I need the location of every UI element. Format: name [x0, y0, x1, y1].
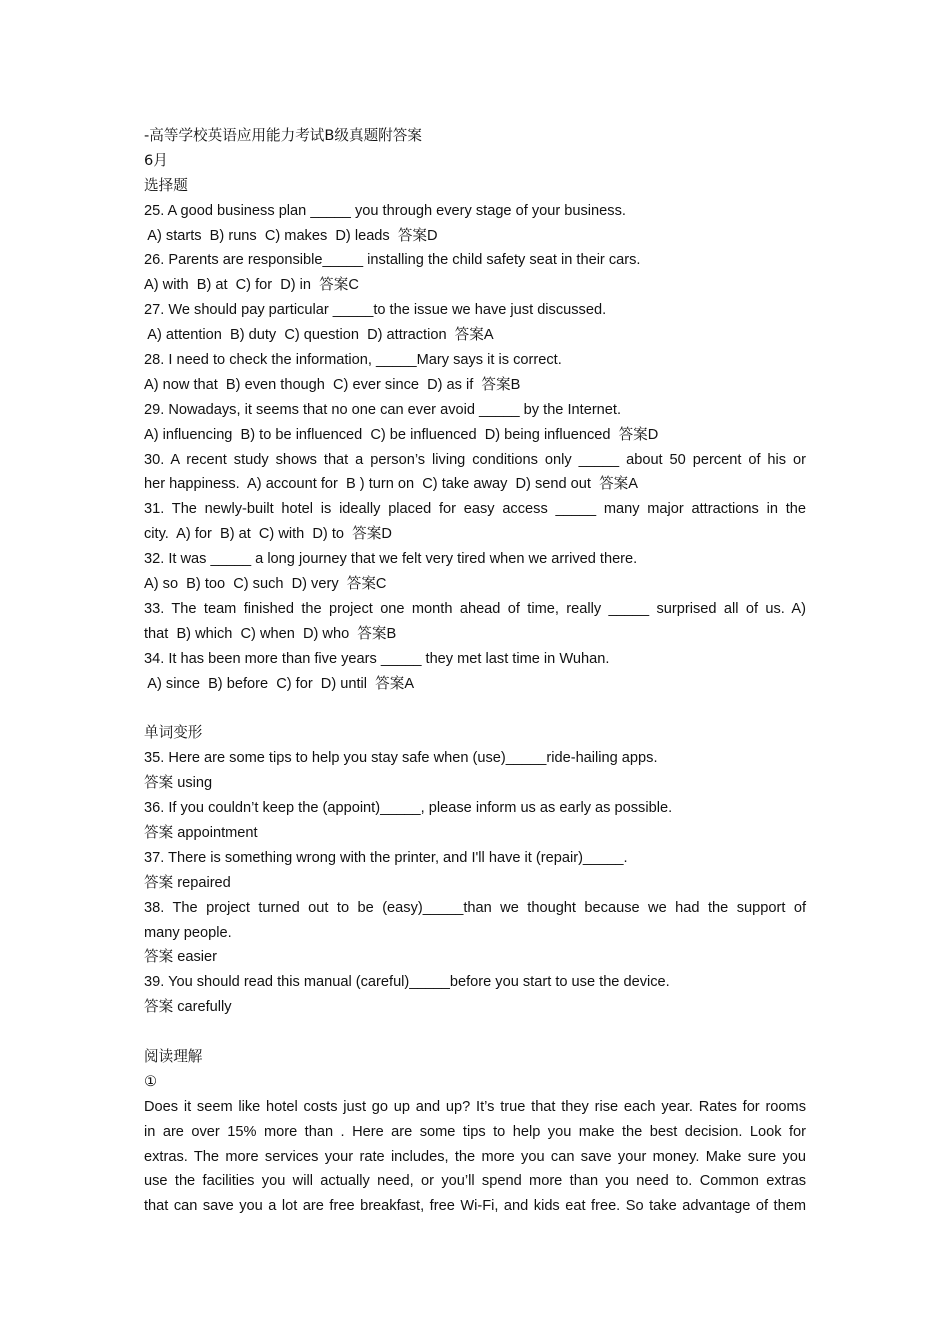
question-38: 38. The project turned out to be (easy)_____than we thought because we had the support of — [144, 899, 806, 916]
question-25: 25. A good business plan _____ you through every stage of your business. — [144, 202, 626, 219]
question-33: 33. The team finished the project one month ahead of time, really _____ surprised all of us. A) — [144, 600, 806, 617]
passage-number: ① — [144, 1072, 158, 1090]
question-26: 26. Parents are responsible_____ installing the child safety seat in their cars. — [144, 252, 641, 269]
question-32: 32. It was _____ a long journey that we felt very tired when we arrived there. — [144, 551, 638, 568]
document-page — [144, 124, 806, 1219]
question-31: 31. The newly-built hotel is ideally placed for easy access _____ many major attractions in the — [144, 501, 806, 518]
question-37: 37. There is something wrong with the printer, and I'll have it (repair)_____. — [144, 849, 628, 866]
options-31: city. A) for B) at C) with D) to 答案D — [144, 526, 392, 543]
options-28: A) now that B) even though C) ever since D) as if 答案B — [144, 376, 521, 393]
choice-section-heading: 选择题 — [144, 176, 188, 194]
answer-35: 答案 using — [144, 775, 213, 792]
options-26: A) with B) at C) for D) in 答案C — [144, 277, 359, 294]
question-35: 35. Here are some tips to help you stay safe when (use)_____ride-hailing apps. — [144, 750, 658, 767]
question-29: 29. Nowadays, it seems that no one can ever avoid _____ by the Internet. — [144, 401, 622, 418]
question-27: 27. We should pay particular _____to the issue we have just discussed. — [144, 302, 607, 319]
answer-39: 答案 carefully — [144, 999, 232, 1016]
options-30: her happiness. A) account for B ) turn on C) take away D) send out 答案A — [144, 476, 638, 493]
document-title: -高等学校英语应用能力考试B级真题附答案 — [144, 127, 422, 144]
question-39: 39. You should read this manual (careful)_____before you start to use the device. — [144, 974, 670, 991]
passage-line: that can save you a lot are free breakfast, free Wi-Fi, and kids eat free. So take advantage of them — [144, 1198, 806, 1215]
passage-line: in are over 15% more than . Here are some tips to help you make the best decision. Look for — [144, 1123, 806, 1140]
options-25: A) starts B) runs C) makes D) leads 答案D — [144, 227, 438, 244]
answer-37: 答案 repaired — [144, 874, 231, 891]
options-32: A) so B) too C) such D) very 答案C — [144, 576, 387, 593]
reading-section-heading: 阅读理解 — [144, 1047, 203, 1065]
options-34: A) since B) before C) for D) until 答案A — [144, 675, 415, 692]
section-gap — [144, 1020, 806, 1045]
answer-36: 答案 appointment — [144, 824, 258, 841]
exam-month: 6月 — [144, 151, 168, 169]
passage-line: use the facilities you will actually need, or you’ll spend more than you need to. Common extras — [144, 1173, 806, 1190]
options-27: A) attention B) duty C) question D) attraction 答案A — [144, 327, 494, 344]
question-28: 28. I need to check the information, _____Mary says it is correct. — [144, 352, 562, 369]
passage-line: extras. The more services your rate includes, the more you can save your money. Make sure you — [144, 1148, 806, 1165]
section-gap — [144, 696, 806, 721]
question-38-continued: many people. — [144, 924, 232, 941]
passage-line: Does it seem like hotel costs just go up and up? It’s true that they rise each year. Rates for rooms — [144, 1098, 806, 1115]
answer-38: 答案 easier — [144, 949, 217, 966]
options-33: that B) which C) when D) who 答案B — [144, 625, 397, 642]
options-29: A) influencing B) to be influenced C) be influenced D) being influenced 答案D — [144, 426, 659, 443]
question-34: 34. It has been more than five years _____ they met last time in Wuhan. — [144, 650, 610, 667]
question-30: 30. A recent study shows that a person’s living conditions only _____ about 50 percent of his or — [144, 451, 806, 468]
word-section-heading: 单词变形 — [144, 724, 203, 742]
question-36: 36. If you couldn’t keep the (appoint)_____, please inform us as early as possible. — [144, 800, 673, 817]
